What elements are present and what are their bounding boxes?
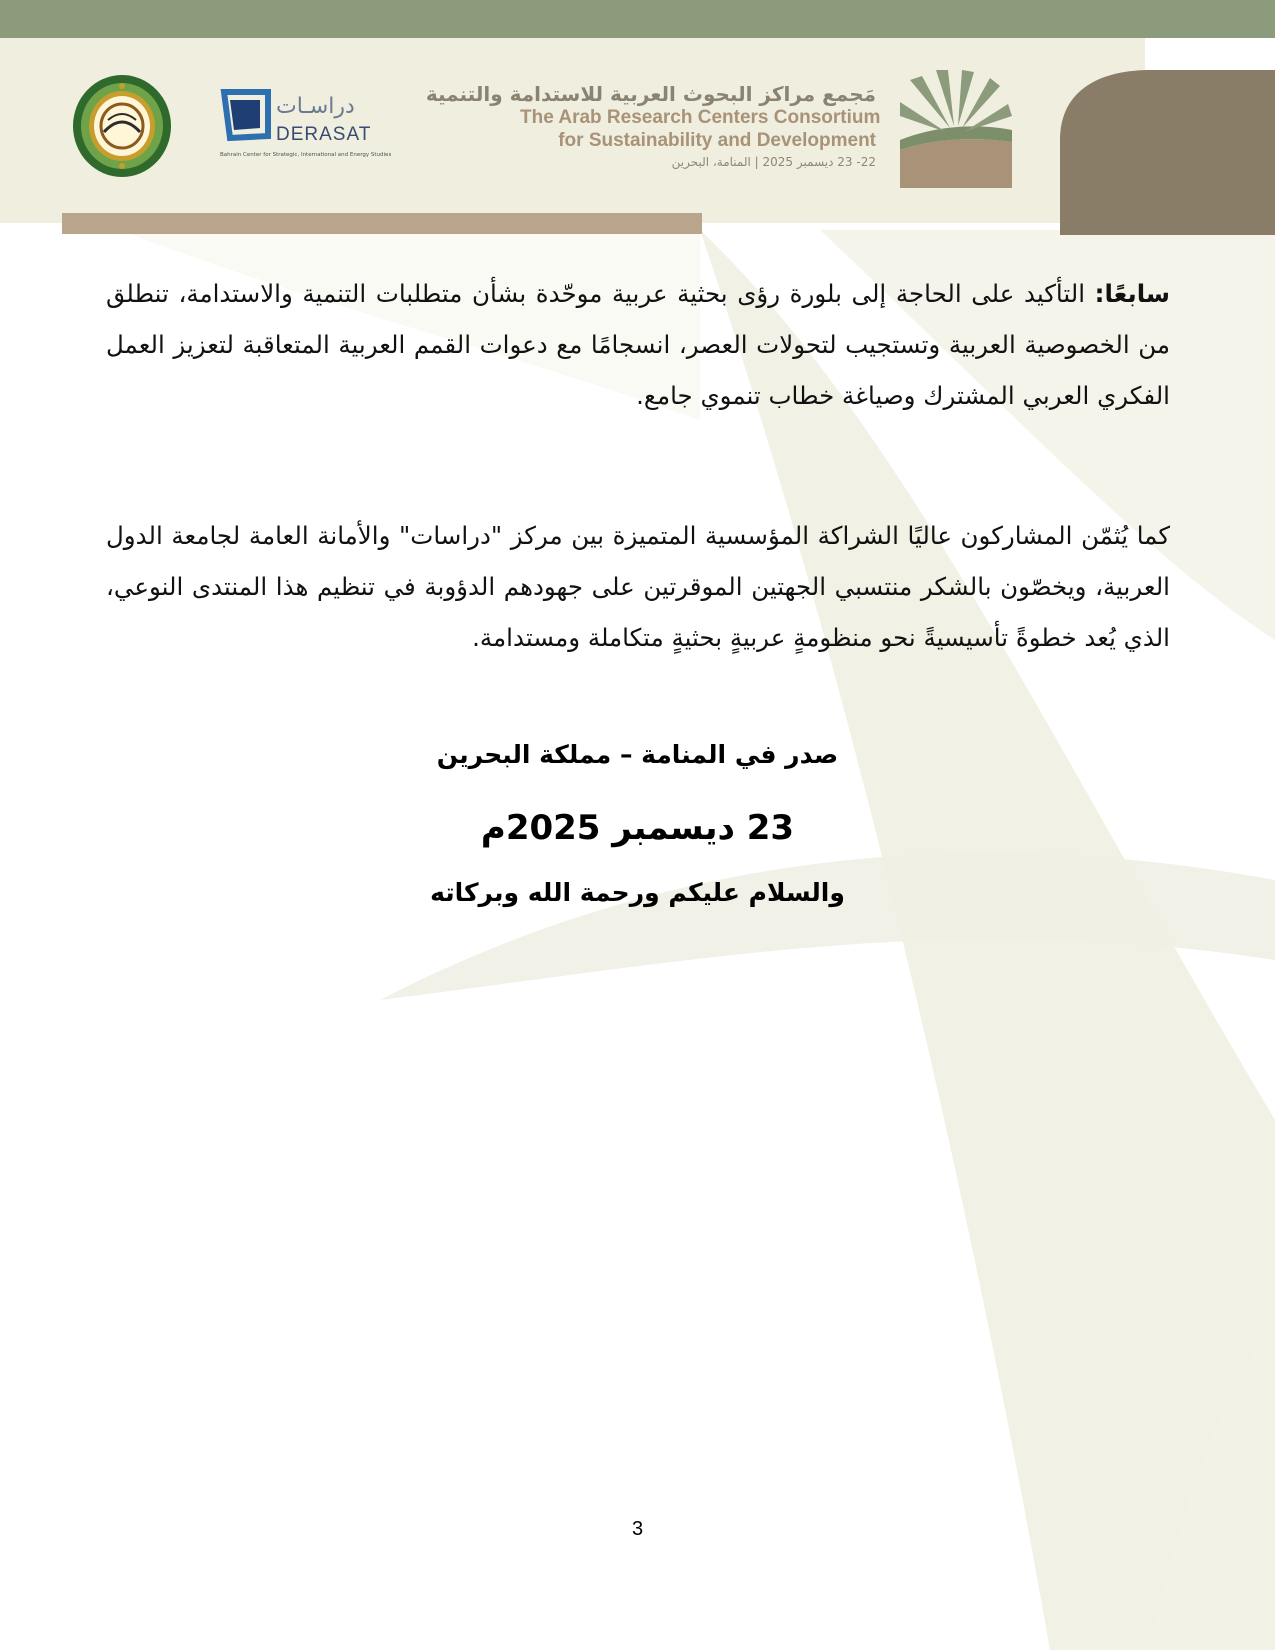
- derasat-name-ar: دراسـات: [276, 94, 355, 119]
- issue-date: 23 ديسمبر 2025م: [480, 808, 795, 848]
- closing-salutation: والسلام عليكم ورحمة الله وبركاته: [430, 878, 845, 907]
- event-date-location: 22- 23 ديسمبر 2025 | المنامة، البحرين: [671, 155, 876, 169]
- derasat-mark-icon: [220, 88, 272, 142]
- header-top-band: [0, 0, 1275, 38]
- header-accent-bar: [62, 213, 702, 234]
- derasat-logo: [220, 88, 392, 168]
- consortium-name-en-line2: for Sustainability and Development: [558, 130, 876, 151]
- consortium-name-en-line1: The Arab Research Centers Consortium: [520, 107, 881, 128]
- paragraph-acknowledgement: كما يُثمّن المشاركون عاليًا الشراكة المؤسسية المتميزة بين مركز "دراسات" والأمانة العامة لجامعة الدول العربية، ويخصّون بالشكر منتسبي الجهتين الموقرتين على جهودهم الدؤوبة في تنظيم هذا المنتدى النوعي، الذي يُعد خطوةً تأسيسيةً نحو منظومةٍ عربيةٍ بحثيةٍ متكاملة ومستدامة.: [106, 521, 1170, 652]
- consortium-name-ar: مَجمع مراكز البحوث العربية للاستدامة والتنمية: [425, 82, 876, 106]
- issued-location: صدر في المنامة – مملكة البحرين: [436, 740, 839, 769]
- arab-league-emblem: [70, 72, 174, 180]
- consortium-title-block: [425, 82, 881, 169]
- paragraph-seventh-text: التأكيد على الحاجة إلى بلورة رؤى بحثية عربية موحّدة بشأن متطلبات التنمية والاستدامة، تنطلق من الخصوصية العربية وتستجيب لتحولات العصر، انسجامًا مع دعوات القمم العربية المتعاقبة لتعزيز العمل الفكري العربي المشترك وصياغة خطاب تنموي جامع.: [106, 279, 1170, 410]
- derasat-name-en: DERASAT: [276, 124, 372, 145]
- page-number: 3: [631, 1518, 644, 1540]
- paragraph-seventh-lead: سابعًا:: [1094, 279, 1170, 308]
- header-corner-shape: [1060, 70, 1275, 235]
- paragraph-seventh: [106, 268, 1170, 421]
- derasat-subtitle: Bahrain Center for Strategic, International and Energy Studies: [220, 152, 392, 158]
- consortium-sun-road-logo: [900, 70, 1012, 188]
